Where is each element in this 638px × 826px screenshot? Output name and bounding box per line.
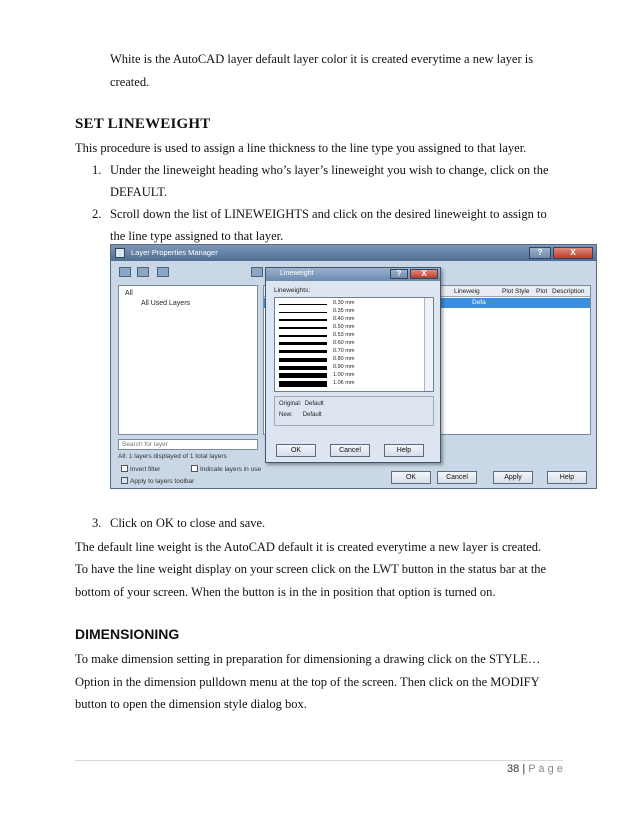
col-plot[interactable]: Plot bbox=[536, 288, 548, 295]
lineweight-dialog-title-bar bbox=[266, 268, 440, 281]
dialog-help-bottom-button[interactable]: Help bbox=[384, 444, 424, 457]
screenshot-window-title: Layer Properties Manager bbox=[131, 248, 218, 257]
checkbox-icon bbox=[121, 465, 128, 472]
after-text-line-1: The default line weight is the AutoCAD default it is created everytime a new layer is created. bbox=[75, 540, 542, 554]
original-value: Default bbox=[304, 401, 324, 407]
new-layer-icon[interactable] bbox=[251, 267, 263, 277]
list-scrollbar[interactable] bbox=[424, 298, 433, 391]
lineweight-label: 0.70 mm bbox=[333, 348, 355, 354]
original-label: Original: bbox=[279, 401, 302, 407]
list-item[interactable] bbox=[279, 309, 419, 316]
page-word: P a g e bbox=[528, 763, 563, 775]
invert-filter-checkbox[interactable] bbox=[121, 465, 160, 473]
row-lineweight-cell[interactable]: Defa bbox=[472, 299, 486, 306]
lineweight-label: 0.50 mm bbox=[333, 324, 355, 330]
list-item[interactable] bbox=[279, 365, 419, 372]
dialog-help-button[interactable]: ? bbox=[390, 269, 408, 279]
checkbox-icon bbox=[191, 465, 198, 472]
lineweights-label: Lineweights: bbox=[274, 287, 311, 294]
invert-filter-label: Invert filter bbox=[130, 466, 161, 473]
intro-line-1: White is the AutoCAD layer default layer color it is created everytime a new layer is bbox=[110, 52, 534, 66]
group-filter-icon[interactable] bbox=[137, 267, 149, 277]
list-item[interactable] bbox=[279, 333, 419, 340]
page-footer bbox=[507, 763, 563, 775]
after-text-line-3: bottom of your screen. When the button is in the in position that option is turned on. bbox=[75, 585, 496, 599]
ok-button[interactable]: OK bbox=[391, 471, 431, 484]
lineweight-dialog-title: Lineweight bbox=[280, 270, 314, 277]
original-row bbox=[279, 401, 324, 407]
search-input[interactable]: Search for layer bbox=[118, 439, 258, 450]
lineweight-info bbox=[274, 396, 434, 426]
lineweight-label: 1.06 mm bbox=[333, 380, 355, 386]
help-bottom-button[interactable]: Help bbox=[547, 471, 587, 484]
dimensioning-line-3: button to open the dimension style dialog box. bbox=[75, 697, 307, 711]
close-button[interactable]: X bbox=[553, 247, 593, 259]
intro-line-2: created. bbox=[110, 75, 150, 89]
help-button[interactable]: ? bbox=[529, 247, 551, 259]
screenshot-title-bar bbox=[111, 245, 596, 261]
step-2-line-1: Scroll down the list of LINEWEIGHTS and click on the desired lineweight to assign to bbox=[110, 207, 547, 221]
tree-root-all[interactable]: All bbox=[125, 290, 133, 297]
apply-toolbar-label: Apply to layers toolbar bbox=[130, 478, 195, 485]
list-item[interactable] bbox=[279, 349, 419, 356]
lineweight-label: 0.90 mm bbox=[333, 364, 355, 370]
new-filter-icon[interactable] bbox=[119, 267, 131, 277]
tree-item-all-used-layers[interactable]: All Used Layers bbox=[141, 300, 191, 307]
new-label: New: bbox=[279, 412, 293, 418]
step-3-number: 3. bbox=[92, 516, 102, 530]
dialog-close-button[interactable]: X bbox=[410, 269, 438, 279]
lineweight-label: 0.30 mm bbox=[333, 300, 355, 306]
col-description[interactable]: Description bbox=[552, 288, 585, 295]
list-item[interactable] bbox=[279, 381, 419, 388]
col-plot-style[interactable]: Plot Style bbox=[502, 288, 530, 295]
layers-status-text: All: 1 layers displayed of 1 total layers bbox=[118, 453, 227, 460]
lineweight-label: 0.60 mm bbox=[333, 340, 355, 346]
filter-tree bbox=[118, 285, 258, 435]
list-item[interactable] bbox=[279, 301, 419, 308]
lineweight-label: 0.80 mm bbox=[333, 356, 355, 362]
layer-states-icon[interactable] bbox=[157, 267, 169, 277]
step-1-number: 1. bbox=[92, 163, 102, 177]
page-number: 38 bbox=[507, 763, 520, 775]
footer-divider bbox=[75, 760, 563, 761]
col-lineweight[interactable]: Lineweig bbox=[454, 288, 480, 295]
indicate-layers-checkbox[interactable] bbox=[191, 465, 261, 473]
list-item[interactable] bbox=[279, 317, 419, 324]
list-item[interactable] bbox=[279, 357, 419, 364]
step-1-line-1: Under the lineweight heading who’s layer’s lineweight you wish to change, click on the bbox=[110, 163, 549, 177]
dialog-ok-button[interactable]: OK bbox=[276, 444, 316, 457]
new-value: Default bbox=[302, 412, 322, 418]
cancel-button[interactable]: Cancel bbox=[437, 471, 477, 484]
indicate-layers-label: Indicate layers in use bbox=[200, 466, 262, 473]
section-heading-set-lineweight: SET LINEWEIGHT bbox=[75, 116, 211, 132]
list-item[interactable] bbox=[279, 373, 419, 380]
step-3-text: Click on OK to close and save. bbox=[110, 516, 266, 530]
checkbox-icon bbox=[121, 477, 128, 484]
layer-properties-screenshot bbox=[110, 244, 597, 489]
footer-separator: | bbox=[522, 763, 526, 775]
lineweight-label: 0.53 mm bbox=[333, 332, 355, 338]
new-row bbox=[279, 412, 322, 418]
dialog-cancel-button[interactable]: Cancel bbox=[330, 444, 370, 457]
lineweight-label: 0.35 mm bbox=[333, 308, 355, 314]
lineweight-label: 0.40 mm bbox=[333, 316, 355, 322]
apply-button[interactable]: Apply bbox=[493, 471, 533, 484]
list-item[interactable] bbox=[279, 325, 419, 332]
step-2-line-2: the line type assigned to that layer. bbox=[110, 229, 284, 243]
section-heading-dimensioning: DIMENSIONING bbox=[75, 626, 180, 642]
lineweight-dialog bbox=[265, 267, 441, 463]
dimensioning-line-2: Option in the dimension pulldown menu at the top of the screen. Then click on the MODIFY bbox=[75, 675, 540, 689]
list-item[interactable] bbox=[279, 341, 419, 348]
step-2-number: 2. bbox=[92, 207, 102, 221]
dimensioning-line-1: To make dimension setting in preparation for dimensioning a drawing click on the STYLE… bbox=[75, 652, 541, 666]
step-1-line-2: DEFAULT. bbox=[110, 185, 168, 199]
lineweights-list[interactable] bbox=[274, 297, 434, 392]
apply-toolbar-checkbox[interactable] bbox=[121, 477, 194, 485]
set-lineweight-description: This procedure is used to assign a line thickness to the line type you assigned to that layer. bbox=[75, 141, 527, 155]
after-text-line-2: To have the line weight display on your screen click on the LWT button in the status bar at the bbox=[75, 562, 547, 576]
app-icon bbox=[115, 248, 125, 258]
lineweight-label: 1.00 mm bbox=[333, 372, 355, 378]
